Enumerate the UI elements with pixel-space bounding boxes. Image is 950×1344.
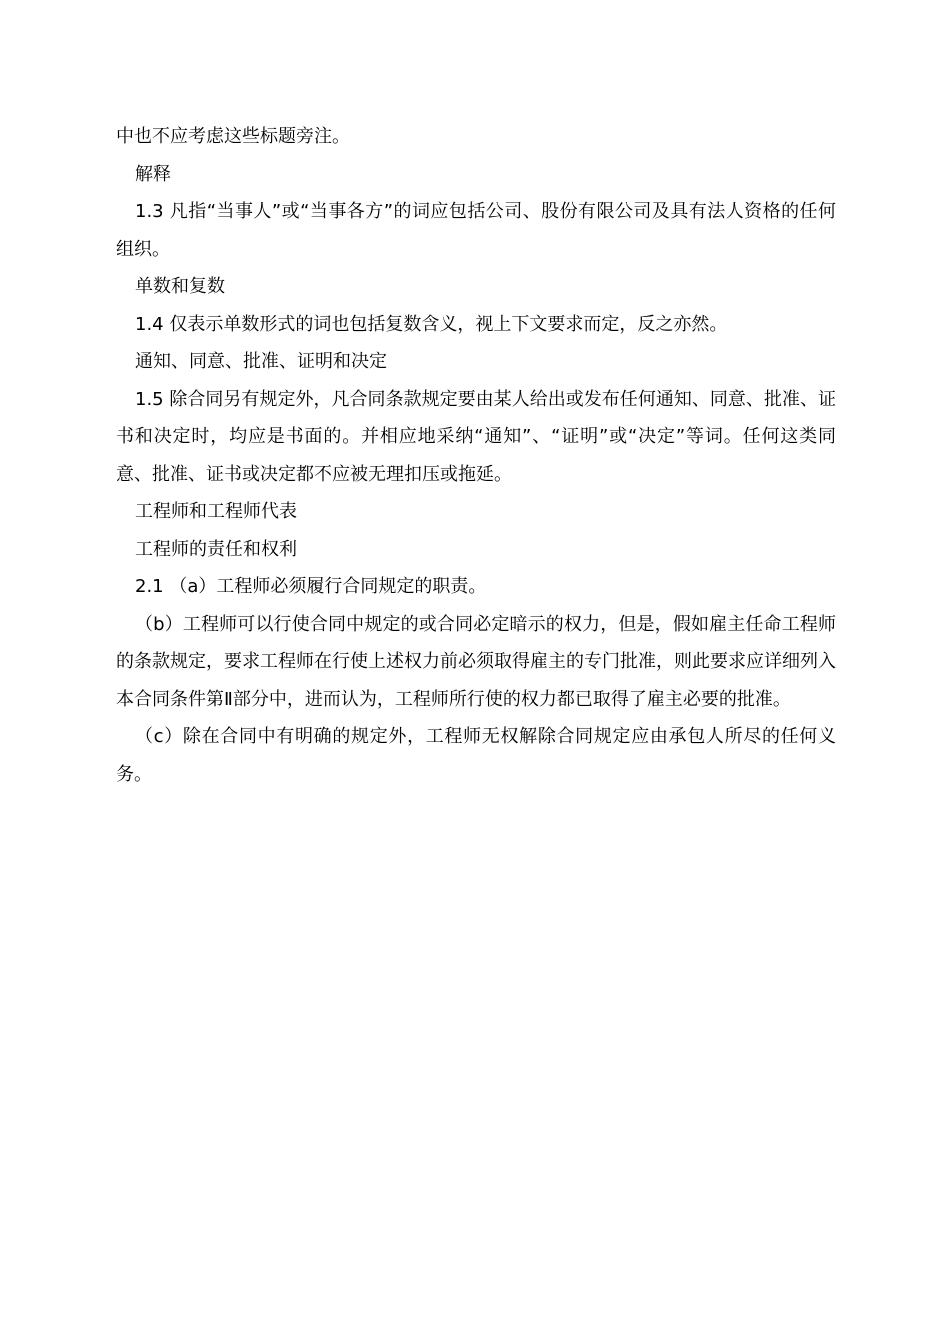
section-heading-notices: 通知、同意、批准、证明和决定 — [135, 351, 387, 372]
document-page — [116, 118, 836, 793]
section-heading-singular-plural: 单数和复数 — [135, 276, 225, 297]
section-heading-interpretation: 解释 — [135, 163, 171, 185]
clause-2-1-b: （b）工程师可以行使合同中规定的或合同必定暗示的权力，但是，假如雇主任命工程师的条款规定，要求工程师在行使上述权力前必须取得雇主的专门批准，则此要求应详细列入本合同条件第Ⅱ部分中，进而认为，工程师所行使的权力都已取得了雇主必要的批准。 — [116, 613, 836, 710]
section-heading-engineer-duties: 工程师的责任和权利 — [135, 538, 297, 560]
clause-2-1-c: （c）除在合同中有明确的规定外，工程师无权解除合同规定应由承包人所尽的任何义务。 — [116, 726, 836, 785]
section-heading-engineer: 工程师和工程师代表 — [135, 501, 297, 522]
clause-1-5: 1.5 除合同另有规定外，凡合同条款规定要由某人给出或发布任何通知、同意、批准、证书和决定时，均应是书面的。并相应地采纳“通知”、“证明”或“决定”等词。任何这类同意、批准、证书或决定都不应被无理扣压或拖延。 — [116, 388, 836, 485]
continuation-text: 中也不应考虑这些标题旁注。 — [116, 126, 350, 147]
clause-1-4: 1.4 仅表示单数形式的词也包括复数含义，视上下文要求而定，反之亦然。 — [135, 313, 728, 335]
clause-1-3: 1.3 凡指“当事人”或“当事各方”的词应包括公司、股份有限公司及具有法人资格的任何组织。 — [116, 201, 836, 260]
clause-2-1-a: 2.1 （a）工程师必须履行合同规定的职责。 — [135, 576, 487, 597]
